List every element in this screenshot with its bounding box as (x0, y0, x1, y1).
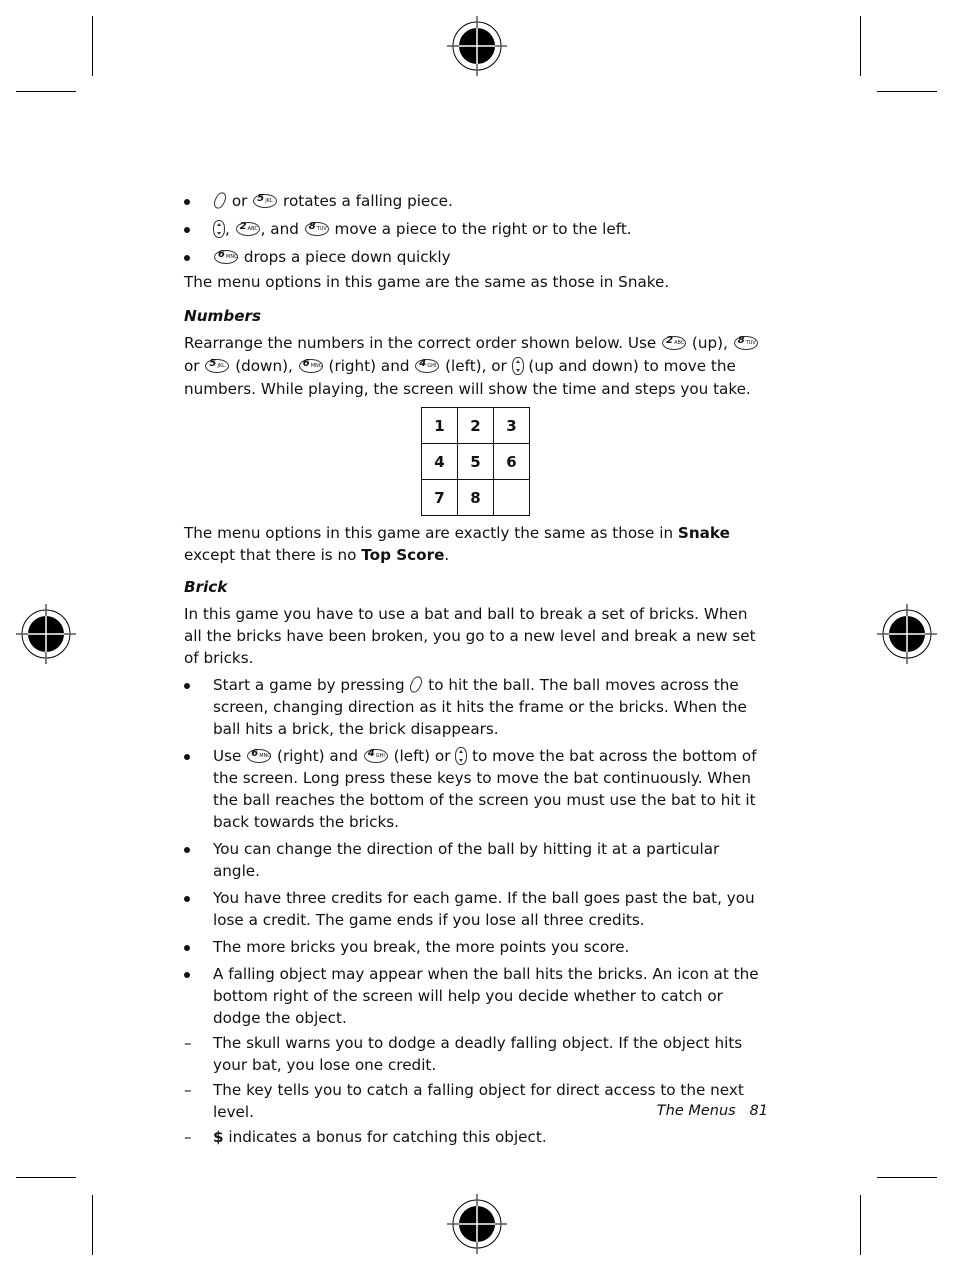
key-8-icon: 8 TUV (734, 336, 758, 350)
numbers-heading: Numbers (184, 307, 262, 325)
bullet-dot (184, 255, 190, 261)
dash-marker: – (184, 1128, 192, 1146)
nav-key-icon (512, 357, 524, 375)
footer-section: The Menus (656, 1103, 736, 1119)
nav-key-icon (455, 747, 467, 765)
registration-mark-bottom (447, 1194, 507, 1254)
brick-heading: Brick (184, 578, 228, 596)
numbers-intro: Rearrange the numbers in the correct order shown below. Use 2 ABC (up), 8 TUV or 5 JKL (down), 6 MNO (right) and 4 GHI (left), or (up and down) to move the numbers. While playing, the screen will show the time and steps you take. (184, 334, 756, 398)
grid-cell: 2 (458, 408, 494, 444)
grid-cell: 7 (422, 480, 458, 516)
page-content (184, 190, 768, 1148)
grid-cell: 4 (422, 444, 458, 480)
bullet-move: , 2 ABC , and 8 TUV move a piece to the right or to the left. (184, 218, 768, 240)
dash-marker: – (184, 1081, 192, 1099)
key-6-icon: 6 MNO (214, 250, 238, 264)
grid-cell: 1 (422, 408, 458, 444)
pen-key-icon (212, 191, 228, 211)
key-5-icon: 5 JKL (205, 359, 229, 373)
registration-mark-left (16, 604, 76, 664)
bullet-dot (184, 945, 190, 951)
numbers-grid (421, 407, 530, 516)
key-5-icon: 5 JKL (253, 194, 277, 208)
crop-mark (877, 91, 937, 92)
key-4-icon: 4 GHI (415, 359, 439, 373)
numbers-menu-note: The menu options in this game are exactly the same as those in Snake except that there is no Top Score. (184, 524, 730, 564)
key-6-icon: 6 MNO (299, 359, 323, 373)
key-6-icon: 6 MNO (247, 749, 271, 763)
brick-intro: In this game you have to use a bat and ball to break a set of bricks. When all the bricks have been broken, you go to a new level and break a new set of bricks. (184, 605, 756, 667)
nav-key-icon (213, 220, 225, 238)
bullet-dot (184, 227, 190, 233)
page-footer (657, 1103, 768, 1119)
brick-bullet-move: Use 6 MNO (right) and 4 GHI (left) or to move the bat across the bottom of the screen. Long press these keys to move the bat continuously. When the ball reaches the bottom of the screen you must use the bat to hit it back towards the bricks. (184, 745, 768, 833)
crop-mark (860, 16, 861, 76)
registration-mark-top (447, 16, 507, 76)
bullet-drop: 6 MNO drops a piece down quickly (184, 246, 768, 268)
brick-dash-bonus: – $ indicates a bonus for catching this object. (184, 1128, 547, 1146)
brick-dash-key: – The key tells you to catch a falling object for direct access to the next level. (184, 1081, 744, 1121)
bullet-rotate: or 5 JKL rotates a falling piece. (184, 190, 768, 212)
key-8-icon: 8 TUV (305, 222, 329, 236)
crop-mark (92, 1195, 93, 1255)
grid-cell: 5 (458, 444, 494, 480)
grid-cell-empty (494, 480, 530, 516)
bullet-dot (184, 896, 190, 902)
grid-cell: 6 (494, 444, 530, 480)
footer-page-number: 81 (749, 1103, 768, 1119)
registration-mark-right (877, 604, 937, 664)
crop-mark (877, 1177, 937, 1178)
brick-bullet-points: The more bricks you break, the more points you score. (184, 936, 768, 958)
bullet-dot (184, 683, 190, 689)
brick-bullet-falling: A falling object may appear when the ball hits the bricks. An icon at the bottom right of the screen will help you decide whether to catch or dodge the object. (184, 963, 768, 1029)
key-2-icon: 2 ABC (662, 336, 686, 350)
crop-mark (860, 1195, 861, 1255)
brick-bullet-credits: You have three credits for each game. If the ball goes past the bat, you lose a credit. The game ends if you lose all three credits. (184, 887, 768, 931)
crop-mark (92, 16, 93, 76)
crop-mark (16, 1177, 76, 1178)
key-2-icon: 2 ABC (236, 222, 260, 236)
brick-bullet-angle: You can change the direction of the ball by hitting it at a particular angle. (184, 838, 768, 882)
brick-dash-skull: – The skull warns you to dodge a deadly falling object. If the object hits your bat, you lose one credit. (184, 1034, 743, 1074)
menu-same-snake: The menu options in this game are the same as those in Snake. (184, 273, 670, 291)
grid-cell: 8 (458, 480, 494, 516)
bullet-dot (184, 847, 190, 853)
bullet-dot (184, 754, 190, 760)
dash-marker: – (184, 1034, 192, 1052)
bullet-dot (184, 199, 190, 205)
grid-cell: 3 (494, 408, 530, 444)
brick-bullet-start: Start a game by pressing to hit the ball. The ball moves across the screen, changing direction as it hits the frame or the bricks. When the ball hits a brick, the brick disappears. (184, 674, 768, 740)
key-4-icon: 4 GHI (364, 749, 388, 763)
crop-mark (16, 91, 76, 92)
bullet-dot (184, 972, 190, 978)
